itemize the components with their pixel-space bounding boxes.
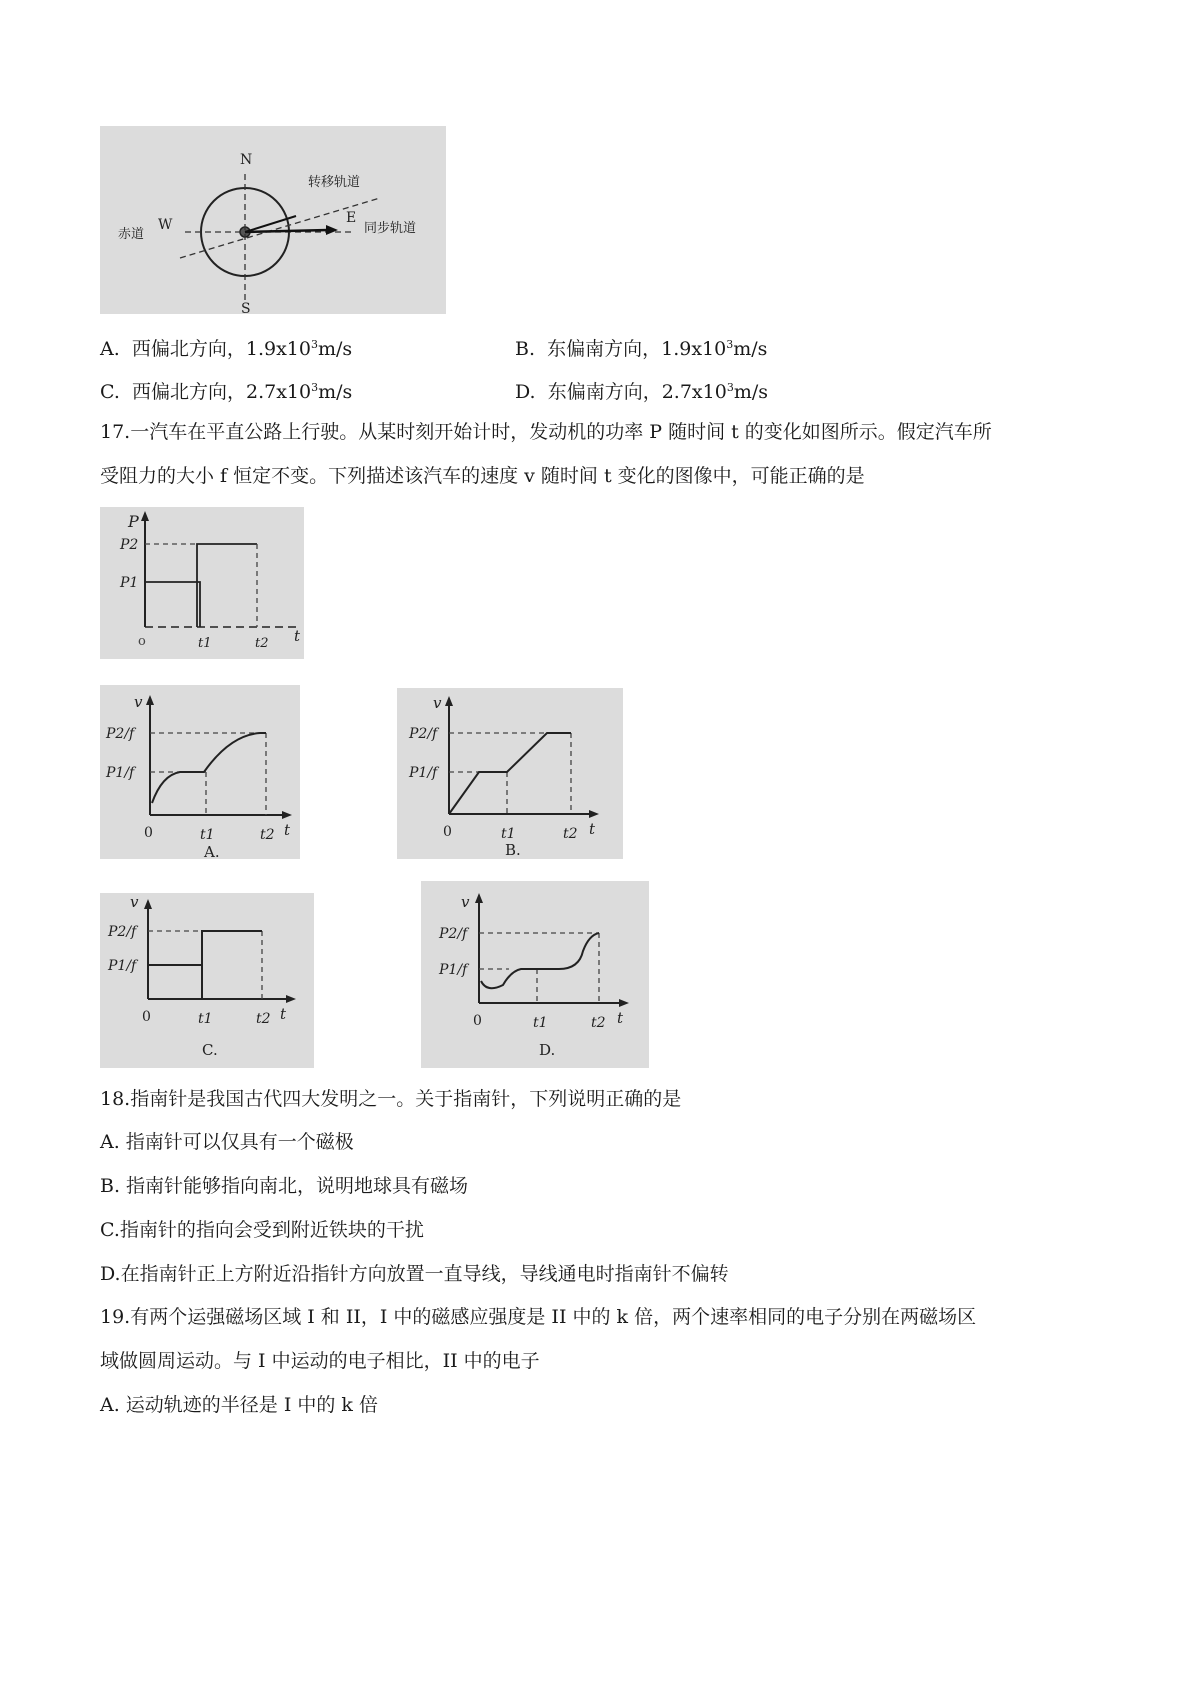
q19-stem-line1: 19.有两个运强磁场区域 I 和 II，I 中的磁感应强度是 II 中的 k 倍，两个速率相同的电子分别在两磁场区 <box>100 1306 977 1328</box>
t-axis-label: t <box>294 627 301 645</box>
svg-text:t: t <box>617 1009 624 1027</box>
svg-text:t: t <box>284 821 291 839</box>
svg-text:0: 0 <box>144 825 153 841</box>
origin-label: o <box>138 634 146 649</box>
p1-label: P1 <box>120 575 139 591</box>
svg-text:t1: t1 <box>533 1015 548 1031</box>
label-west: W <box>158 217 173 233</box>
svg-text:P2/f: P2/f <box>106 726 135 742</box>
option-d-graph <box>421 881 649 1068</box>
option-a-caption: A. <box>204 843 220 859</box>
q17-stem-line2: 受阻力的大小 f 恒定不变。下列描述该汽车的速度 v 随时间 t 变化的图像中，可能正确的是 <box>100 465 865 487</box>
t2-label: t2 <box>255 636 269 651</box>
option-d-curve <box>481 933 599 988</box>
option-a-graph <box>100 685 300 859</box>
q17-stem-line1: 17.一汽车在平直公路上行驶。从某时刻开始计时，发动机的功率 P 随时间 t 的变化如图所示。假定汽车所 <box>100 421 992 443</box>
svg-text:t1: t1 <box>200 827 215 843</box>
p1-segment <box>145 582 200 627</box>
label-south: S <box>241 301 251 314</box>
svg-text:0: 0 <box>443 824 452 840</box>
power-time-graph <box>100 507 304 659</box>
q16-option-b: B. 东偏南方向，$1.9x10^3m/s$ <box>515 338 768 360</box>
option-b-line <box>449 733 571 814</box>
svg-text:P1/f: P1/f <box>439 962 468 978</box>
orbit-figure <box>100 126 446 314</box>
q16-option-d: D. 东偏南方向，$2.7x10^3m/s$ <box>515 381 768 403</box>
svg-text:t2: t2 <box>591 1015 606 1031</box>
q16-option-a: A. 西偏北方向，$1.9x10^3m/s$ <box>100 338 353 360</box>
svg-text:t: t <box>589 820 596 838</box>
svg-text:t2: t2 <box>563 826 578 842</box>
p2-segment <box>197 544 257 627</box>
label-transfer-orbit: 转移轨道 <box>308 175 361 190</box>
svg-text:v: v <box>461 893 470 911</box>
svg-text:P2/f: P2/f <box>439 926 468 942</box>
svg-text:v: v <box>130 893 139 911</box>
svg-text:P2/f: P2/f <box>108 924 137 940</box>
svg-text:P1/f: P1/f <box>108 958 137 974</box>
q18-option-d: D.在指南针正上方附近沿指针方向放置一直导线，导线通电时指南针不偏转 <box>100 1263 729 1285</box>
option-c-caption: C. <box>202 1041 218 1059</box>
q18-option-a: A. 指南针可以仅具有一个磁极 <box>100 1131 354 1153</box>
q16-option-c: C. 西偏北方向，$2.7x10^3m/s$ <box>100 381 353 403</box>
arrow-head <box>326 225 338 235</box>
p-axis-label: P <box>128 512 139 531</box>
svg-text:P1/f: P1/f <box>106 765 135 781</box>
q19-option-a: A. 运动轨迹的半径是 I 中的 k 倍 <box>100 1394 378 1416</box>
svg-text:t2: t2 <box>256 1011 271 1027</box>
label-north: N <box>240 152 253 168</box>
label-east: E <box>346 210 357 226</box>
label-sync-orbit: 同步轨道 <box>364 221 417 236</box>
svg-text:v: v <box>134 693 143 711</box>
svg-text:t1: t1 <box>198 1011 213 1027</box>
option-c-graph <box>100 893 314 1068</box>
q18-stem: 18.指南针是我国古代四大发明之一。关于指南针，下列说明正确的是 <box>100 1088 682 1110</box>
svg-text:0: 0 <box>142 1009 151 1025</box>
p2-label: P2 <box>120 537 139 553</box>
option-d-caption: D. <box>539 1041 556 1059</box>
q18-option-b: B. 指南针能够指向南北，说明地球具有磁场 <box>100 1175 469 1197</box>
svg-text:P2/f: P2/f <box>409 726 438 742</box>
q18-option-c: C.指南针的指向会受到附近铁块的干扰 <box>100 1219 424 1241</box>
option-b-graph <box>397 688 623 859</box>
svg-text:t1: t1 <box>501 826 516 842</box>
svg-text:t: t <box>280 1005 287 1023</box>
option-b-caption: B. <box>505 841 521 859</box>
svg-text:0: 0 <box>473 1013 482 1029</box>
option-a-curve <box>152 733 266 803</box>
q19-stem-line2: 域做圆周运动。与 I 中运动的电子相比，II 中的电子 <box>100 1350 540 1372</box>
label-equator: 赤道 <box>118 227 145 242</box>
svg-text:t2: t2 <box>260 827 275 843</box>
svg-text:P1/f: P1/f <box>409 765 438 781</box>
t1-label: t1 <box>198 636 212 651</box>
svg-text:v: v <box>433 694 442 712</box>
option-c-p2-segment <box>202 931 262 999</box>
